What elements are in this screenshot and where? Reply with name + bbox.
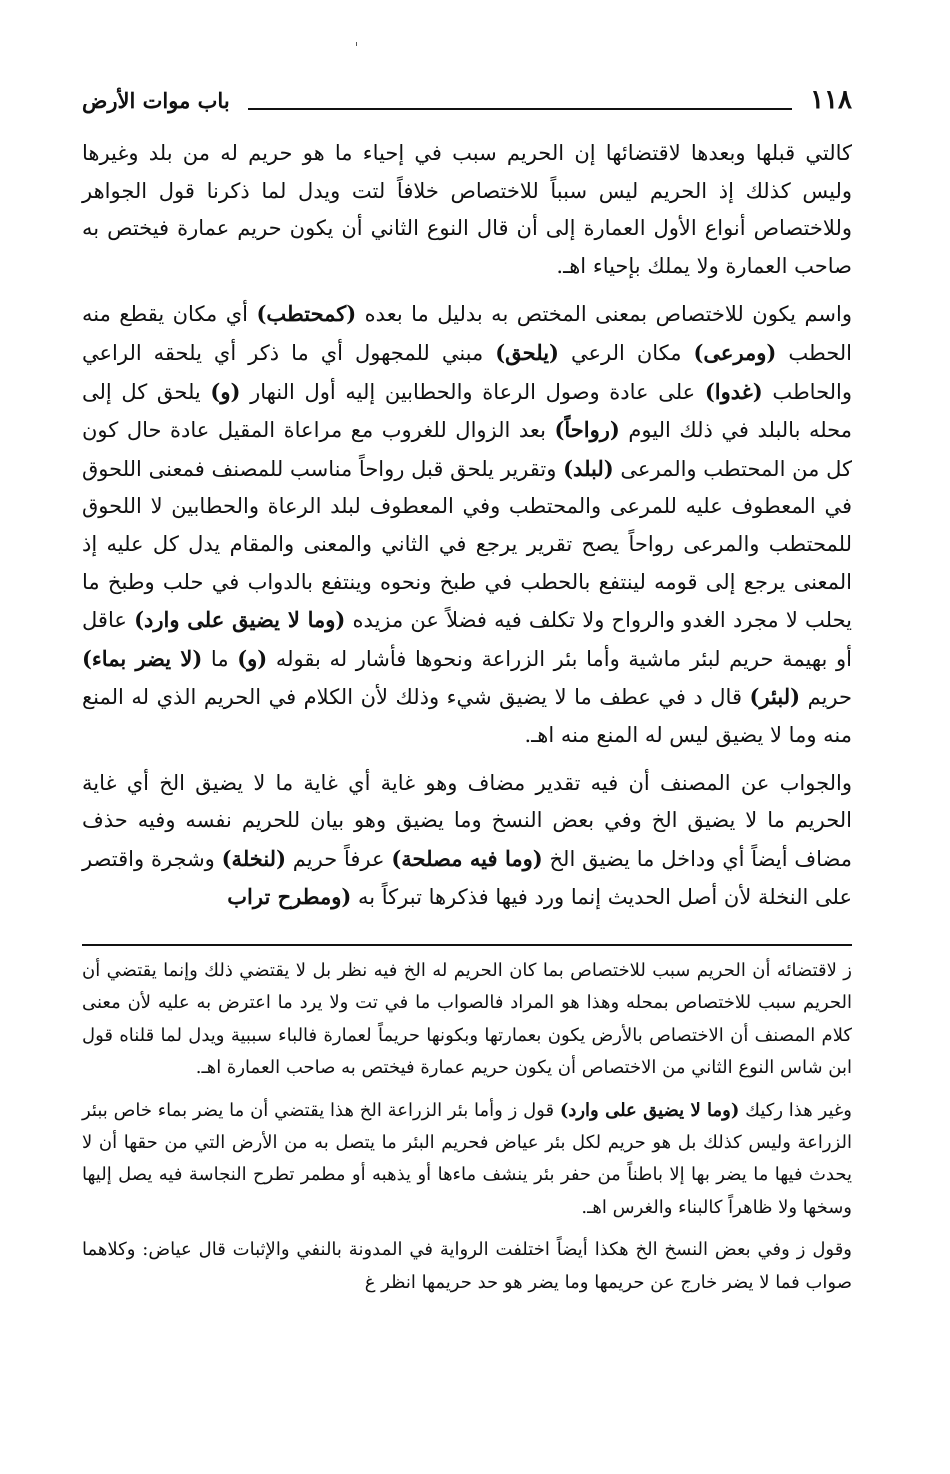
footnotes: [82, 955, 852, 1309]
commentary-text: مبني للمجهول أي ما ذكر أي يلحقه الراعي والحاطب: [82, 340, 853, 404]
main-text-paragraph: [82, 295, 852, 754]
page-header: [82, 80, 852, 120]
commentary-text: يلحق كل إلى محله بالبلد في ذلك اليوم: [82, 379, 852, 443]
footnote-paragraph: [82, 1234, 852, 1299]
header-rule: [248, 108, 792, 110]
chapter-title: باب موات الأرض: [82, 87, 230, 113]
commentary-text: قول ز وأما بئر الزراعة الخ هذا يقتضي أن ما يضر بماء خاص ببئر الزراعة وليس كذلك بل هو حريم لكل بئر عياض فحريم البئر ما يتصل به من الأرض التي من حقها أن لا يحدث فيها ما يضر بها إلا باطناً من حفر بئر ينشف ماءها أو يذهبه أو مطمر تطرح النجاسة فيه يصل إليها وسخها ولا ظاهراً كالبناء والغرس اهـ.: [82, 1099, 852, 1218]
bold-matn-text: (لبئر): [749, 684, 801, 710]
bold-matn-text: (غدوا): [704, 378, 763, 404]
main-text-paragraph: [82, 765, 852, 917]
commentary-text: كالتي قبلها وبعدها لاقتضائها إن الحريم سبب في إحياء ما هو حريم له من بلد وغيرها وليس كذلك إذ الحريم ليس سبباً للاختصاص خلافاً لتت ويدل لما ذكرنا قول الجواهر وللاختصاص أنواع الأول العمارة إلى أن قال النوع الثاني أن يكون حريم عمارة فيختص به صاحب العمارة ولا يملك بإحياء اهـ.: [82, 141, 852, 278]
commentary-text: ز لاقتضائه أن الحريم سبب للاختصاص بما كان الحريم له الخ فيه نظر بل لا يقتضي ذلك وإنما يقتضي أن الحريم سبب للاختصاص بمحله وهذا هو المراد فالصواب ما في تت ولا يرد ما اعترض به عليه لأن معنى كلام المصنف أن الاختصاص بالأرض يكون بعمارتها وبكونها حريماً لعمارة فالباء سببية ويدل لما قلناه قول ابن شاس النوع الثاني من الاختصاص أن يكون حريم عمارة فيختص به صاحب العمارة اهـ.: [82, 960, 852, 1079]
commentary-text: حريم: [800, 685, 852, 710]
footnote-paragraph: [82, 1095, 852, 1225]
commentary-text: عاقل أو بهيمة حريم لبئر ماشية وأما بئر الزراعة ونحوها فأشار له بقوله: [82, 608, 852, 671]
commentary-text: ما: [202, 646, 238, 671]
bold-matn-text: (وما لا يضيق على وارد): [134, 607, 346, 633]
page-number: ١١٨: [810, 85, 852, 115]
commentary-text: والجواب عن المصنف أن فيه تقدير مضاف وهو غاية أي غاية ما لا يضيق الخ أي غاية الحريم ما لا يضيق الخ وفي بعض النسخ وما يضيق وهو بيان للحريم نفسه وفيه حذف مضاف أيضاً أي وداخل ما يضيق الخ: [82, 770, 852, 871]
bold-matn-text: (ومرعى): [693, 339, 777, 365]
bold-matn-text: (يلحق): [495, 339, 559, 365]
commentary-text: بعد الزوال للغروب مع مراعاة المقيل عادة حال كون كل من المحتطب والمرعى: [82, 418, 852, 481]
ink-speck: [356, 42, 357, 46]
commentary-text: على عادة وصول الرعاة والحطابين إليه أول النهار: [240, 379, 705, 404]
commentary-text: وقول ز وفي بعض النسخ الخ هكذا أيضاً اختلفت الرواية في المدونة بالنفي والإثبات قال عياض: وكلاهما صواب فما لا يضر خارج عن حريمها وما يضر هو حد حريمها انظر غ: [82, 1239, 852, 1293]
bold-matn-text: (و): [237, 645, 268, 671]
commentary-text: أي مكان يقطع منه الحطب: [82, 302, 853, 365]
commentary-text: وشجرة واقتصر على النخلة لأن أصل الحديث إنما ورد فيها فذكرها تبركاً به: [82, 846, 852, 910]
bold-matn-text: (رواحاً): [554, 417, 620, 443]
commentary-text: مكان الرعي: [558, 340, 694, 365]
bold-matn-text: (لنخلة): [221, 845, 286, 871]
bold-matn-text: (و): [210, 378, 241, 404]
main-text-paragraph: [82, 135, 852, 285]
bold-matn-text: (لا يضر بماء): [82, 645, 203, 671]
bold-matn-text: (كمحتطب): [256, 301, 357, 327]
bold-matn-text: (لبلد): [563, 455, 614, 481]
bold-matn-text: (وما لا يضيق على وارد): [559, 1099, 740, 1121]
commentary-text: وتقرير يلحق قبل رواحاً مناسب للمصنف فمعنى اللحوق في المعطوف عليه للمرعى والمحتطب وفي المعطوف لبلد الرعاة والحطابين لا اللحوق للمحتطب والمرعى رواحاً يصح تقرير يرجع في الثاني والمعنى والمقام يدل كل عليه إذ المعنى يرجع إلى قومه لينتفع بالحطب في طبخ ونحوه وينتفع بالدواب في حلب وطبخ ما يحلب لا مجرد الغدو والرواح ولا تكلف فيه فضلاً عن مزيده: [82, 456, 853, 633]
commentary-text: عرفاً حريم: [286, 846, 392, 871]
bold-matn-text: (وما فيه مصلحة): [391, 845, 543, 871]
main-text: [82, 135, 852, 927]
commentary-text: وغير هذا ركيك: [739, 1099, 852, 1121]
commentary-text: واسم يكون للاختصاص بمعنى المختص به بدليل ما بعده: [356, 302, 852, 327]
footnote-divider: [82, 944, 852, 946]
bold-matn-text: (ومطرح تراب: [227, 884, 352, 910]
footnote-paragraph: [82, 955, 852, 1085]
commentary-text: قال د في عطف ما لا يضيق شيء وذلك لأن الكلام في الحريم الذي له المنع منه وما لا يضيق ليس له المنع منه اهـ.: [82, 685, 852, 747]
